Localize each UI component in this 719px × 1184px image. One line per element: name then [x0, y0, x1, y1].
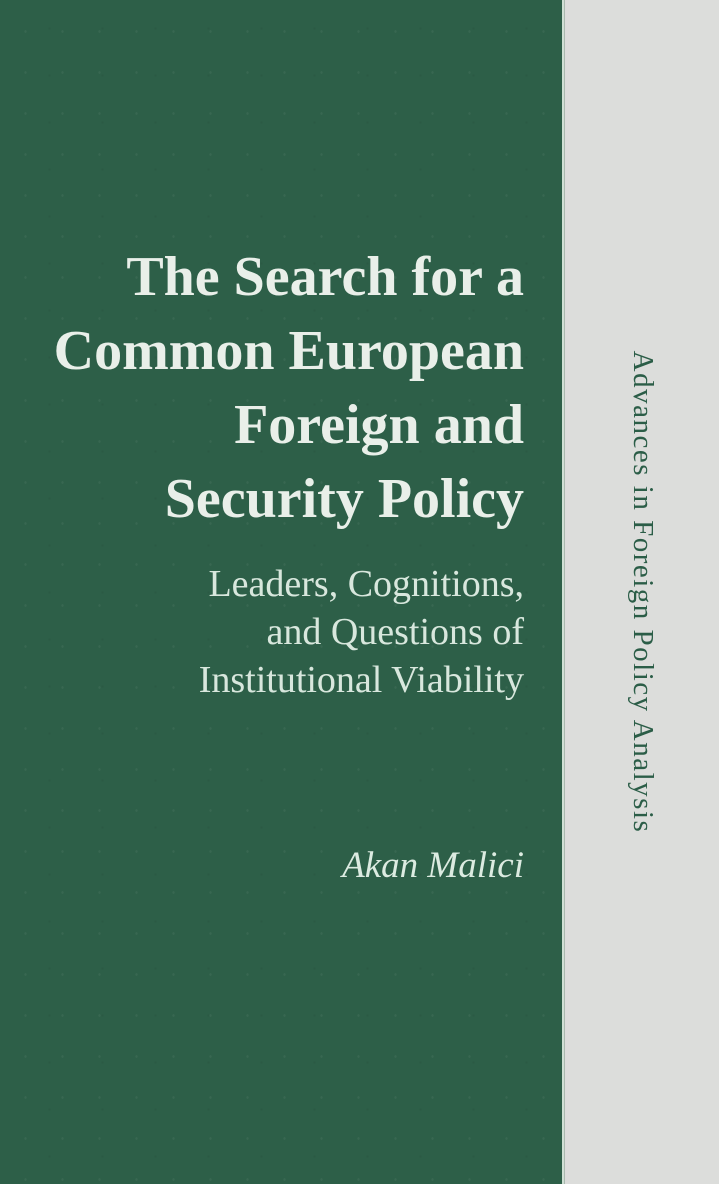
title-line: The Search for a	[126, 246, 524, 308]
subtitle-line: Institutional Viability	[198, 659, 524, 701]
title-line: Foreign and	[234, 394, 524, 456]
book-title	[0, 240, 524, 536]
author-name: Akan Malici	[342, 845, 524, 886]
subtitle-line: and Questions of	[266, 611, 524, 653]
subtitle-line: Leaders, Cognitions,	[208, 563, 524, 605]
series-title: Advances in Foreign Policy Analysis	[627, 350, 659, 834]
series-side-strip	[562, 0, 719, 1184]
book-subtitle	[0, 560, 524, 704]
title-line: Security Policy	[164, 468, 524, 530]
title-line: Common European	[53, 320, 524, 382]
